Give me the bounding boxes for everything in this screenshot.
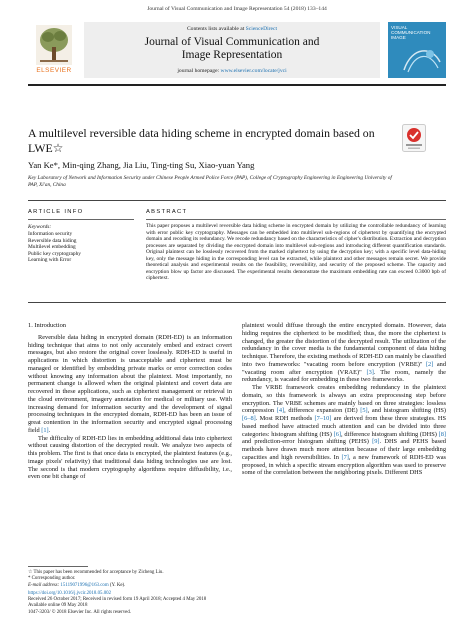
author-list: Yan Ke*, Min-qing Zhang, Jia Liu, Ting-ting Su, Xiao-yuan Yang [28, 160, 255, 170]
homepage-line [84, 68, 380, 74]
publisher-logo[interactable] [28, 22, 80, 78]
email-link[interactable]: 15119071996@163.com [60, 582, 109, 588]
citation-link[interactable]: [7–10] [314, 415, 332, 422]
running-header: Journal of Visual Communication and Image Representation 54 (2018) 133–144 [147, 6, 327, 12]
paragraph-text: The VRBE framework creates embedding redundancy in the plaintext domain, so this framework is always an extra preprocessing step before encryption. The VRBE schemes are mainly based on three strategies: lossless compression [242, 384, 446, 415]
abstract-text: This paper proposes a multilevel reversible data hiding scheme in encrypted domain by utilizing the controllable redundancy of learning with error public key cryptography. Messages can be embedded into multilevel sub-regions of ciphertext by quantifying the encrypted domain and recoding its redundancy. We recode redundancy based on the characteristics of cipher's distribution. Extraction and decryption processes are separated by dividing the encrypted domain into multilevel sub-regions and introducing different quantification standards. Original plaintext can be losslessly recovered from the marked ciphertext by using the decryption key; with a specific level data-hiding key, only the message hiding in the corresponding level can be extracted, while plaintext and other messages remain secret. We provide theoretical analysis and experimental results on the feasibility, reversibility, and security of the proposed scheme. The capacity and encryption blow up factor are discussed. The experimental results demonstrate the maximum embedding rate can exceed 0.3000 bpb of ciphertext. [146, 223, 446, 282]
paragraph-text: . Most RDH methods [255, 415, 315, 422]
homepage-prefix: journal homepage: [177, 68, 221, 74]
contents-prefix: Contents lists available at [186, 26, 246, 32]
email-prefix: E-mail address: [28, 582, 61, 588]
cover-line1: VISUAL [391, 25, 408, 30]
journal-banner [84, 22, 380, 78]
paragraph-text: plaintext would diffuse through the entire encrypted domain. However, data hiding requires the ciphertext to be modified; thus, the more the ciphertext is changed, the greater the distortion of the decrypted result. The utilization of the redundancy in the cover media is the fundamental component of data hiding technique. Therefore, the existing methods of RDH-ED can mainly be classified into two frameworks: "vacating room before encryption (VRBE)" [242, 322, 446, 368]
abstract-heading: ABSTRACT [146, 209, 188, 215]
homepage-link[interactable]: www.elsevier.com/locate/jvci [220, 68, 287, 74]
keywords-label: Keywords: [28, 224, 52, 230]
citation-link[interactable]: [5] [360, 407, 368, 415]
sciencedirect-link[interactable]: ScienceDirect [245, 26, 278, 32]
contents-line [84, 26, 380, 32]
publisher-name: ELSEVIER [36, 67, 72, 74]
doi-link[interactable]: https://doi.org/10.1016/j.jvcir.2018.05.002 [28, 590, 112, 596]
citation-link[interactable]: [9] [372, 438, 380, 446]
keywords-list [28, 231, 81, 264]
right-column [242, 322, 446, 477]
journal-title-line2: Image Representation [181, 49, 283, 61]
crossmark-icon[interactable] [402, 124, 426, 152]
copyright-line: 1047-3203/ © 2018 Elsevier Inc. All rights reserved. [28, 609, 132, 615]
footnote-rule [28, 566, 88, 567]
paragraph-text: and "vacating room after encryption (VRAE)" [242, 360, 446, 376]
paragraph-text: , and histogram shifting (HS) [367, 407, 446, 415]
article-info-rule [28, 219, 134, 220]
citation-link[interactable]: [6–8] [242, 415, 256, 422]
paper-title-line1: A multilevel reversible data hiding scheme in encrypted domain based on [28, 126, 375, 140]
affiliation [28, 175, 438, 188]
email-line [28, 583, 288, 589]
corresponding-note: * Corresponding author. [28, 576, 76, 582]
body-paragraph [242, 384, 446, 477]
citation-link[interactable]: [8] [438, 430, 446, 438]
cover-art-icon [402, 42, 442, 74]
body-paragraph [242, 322, 446, 384]
journal-title [84, 36, 380, 62]
affiliation-line2: PAP, Xi'an, China [28, 181, 66, 188]
journal-cover[interactable] [388, 22, 446, 78]
keyword-item: Public key cryptography [28, 250, 81, 257]
intro-heading: 1. Introduction [28, 322, 66, 329]
received-dates: Received 26 October 2017; Received in revised form 19 April 2018; Accepted 4 May 2018 [28, 597, 207, 603]
citation-link[interactable]: [2] [425, 360, 434, 368]
paper-title [28, 126, 394, 155]
left-column [28, 322, 232, 481]
paragraph-text: and prediction-error histogram shifting (PEHS) [242, 438, 373, 446]
masthead [28, 22, 446, 78]
paper-title-line2: LWE☆ [28, 140, 64, 155]
cover-line3: IMAGE [391, 35, 406, 41]
keyword-item: Reversible data hiding [28, 237, 77, 244]
citation-link[interactable]: [7] [341, 453, 349, 461]
section-divider [28, 200, 446, 201]
keyword-item: Multilevel embedding [28, 244, 76, 250]
body-divider [28, 302, 446, 303]
cover-line2: COMMUNICATION [391, 30, 431, 36]
keyword-item: Learning with Error [28, 257, 72, 263]
keyword-item: Information security [28, 231, 73, 237]
paragraph-text: . The room, namely the redundancy, is vacated for embedding in these two frameworks. [242, 368, 446, 384]
paragraph-text: , difference histogram shifting (DHS) [340, 430, 439, 438]
paragraph-text: Reversible data hiding in encrypted domain (RDH-ED) is an information hiding technique that aims to not only accurately embed and extract covert messages, but also restore the original cover losslessly. RDH-ED is useful in applications in which distortion is unacceptable and ciphertext must be managed or identified by embedding private marks or error correction codes without knowing any information about the plaintext. Most importantly, no permanent change is allowed when the original plaintext and covert data are recovered in these applications, such as ciphertext management or retrieval in the cloud environment, imagery annotation for medical or military use. With increasing demand for information security and the development of signal processing techniques in the encrypted domain, RDH-ED has been an issue of great contention in the information security and encrypted signal processing field [28, 333, 232, 434]
citation-link[interactable]: [1] [41, 426, 49, 434]
intro-paragraph: The difficulty of RDH-ED lies in embedding additional data into ciphertext without causing distortion of the decrypted result. We analyze two aspects of this problem. The first is that once data is encrypted, the plaintext features (e.g., image pixels' relativity) that traditional data hiding technologies use are lost. The second is that modern cryptography algorithms require diffusibility, i.e., even one bit change of [28, 434, 232, 481]
email-suffix: (Y. Ke). [108, 582, 126, 588]
online-date: Available online 09 May 2018 [28, 603, 88, 609]
acceptance-note: ☆ This paper has been recommended for acceptance by Zicheng Liu. [28, 570, 164, 575]
journal-title-line1: Journal of Visual Communication and [144, 36, 320, 48]
intro-paragraph [28, 334, 232, 435]
paragraph-text: . DHS and PEHS based methods have drawn much more attention because of their large embedding capacities and high reversibilities. In [242, 438, 446, 461]
footnotes [28, 570, 288, 616]
abstract-rule [146, 219, 446, 220]
paragraph-text: . [48, 426, 51, 434]
affiliation-line1: Key Laboratory of Network and Information Security under Chinese People Armed Police Force (PAP), College of Cryptography Engineering in Engineering University of [28, 175, 392, 181]
paragraph-text: are derived from these three strategies. HS based method have attracted much attention and can be divided into three categories: histogram shifting (HS) [242, 415, 446, 438]
cover-title [391, 25, 430, 41]
masthead-rule [28, 84, 446, 86]
citation-link[interactable]: [4] [276, 407, 285, 415]
article-info-heading: ARTICLE INFO [28, 209, 84, 215]
citation-link[interactable]: [6] [333, 430, 341, 438]
paragraph-text: , a new framework of RDH-ED was proposed, in which a specific stream encryption algorithm was used to preserve some of the correlation between the neighboring pixels. Different DHS [242, 453, 446, 477]
paragraph-text: , difference expansion (DE) [284, 407, 361, 415]
elsevier-tree-icon [36, 25, 72, 65]
citation-link[interactable]: [3] [366, 368, 374, 376]
